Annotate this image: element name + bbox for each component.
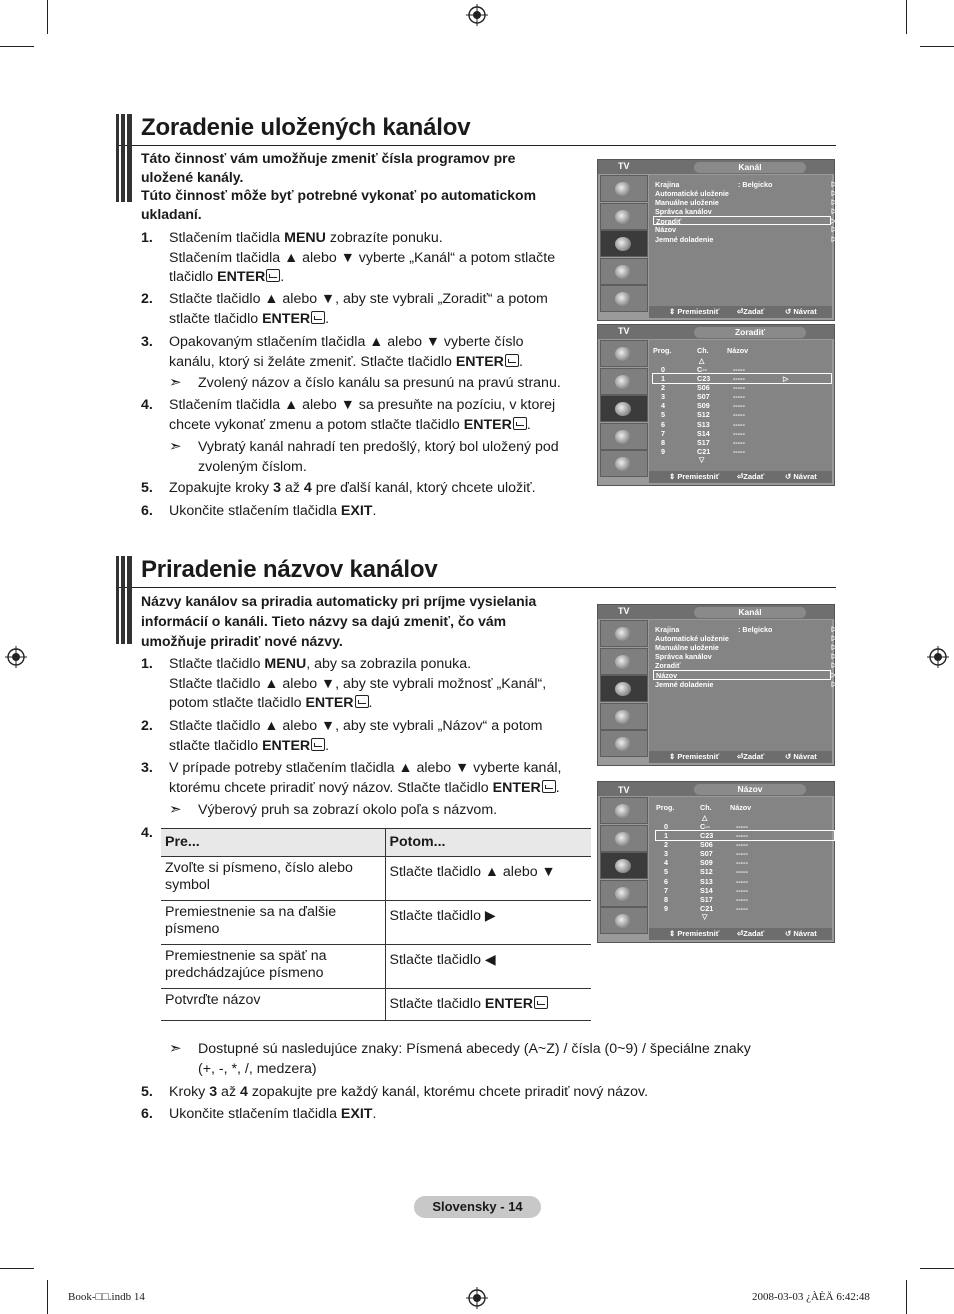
- note: ➣ Dostupné sú nasledujúce znaky: Písmená abecedy (A~Z) / čísla (0~9) / špeciálne znaky (+, -, *, /, medzera): [169, 1040, 751, 1077]
- registration-mark-icon: [466, 1287, 488, 1309]
- step-4: 4. Stlačením tlačidla ▲ alebo ▼ sa presuňte na pozíciu, v ktorej chcete vykonať zmenu a potom stlačte tlačidlo ENTER .: [141, 397, 556, 433]
- channel-row[interactable]: 2 S06 -----: [664, 840, 748, 850]
- enter-icon: [534, 996, 548, 1009]
- file-slug: Book-□□.indb 14: [68, 1291, 145, 1303]
- channel-row[interactable]: 9 C21 -----: [661, 446, 745, 456]
- channel-row[interactable]: 7 S14 -----: [661, 428, 745, 438]
- note-arrow-icon: ➣: [169, 374, 182, 391]
- print-timestamp: 2008-03-03 ¿ÀÈÄ 6:42:48: [752, 1291, 870, 1303]
- channel-row[interactable]: 6 S13 -----: [661, 419, 745, 429]
- tv-screen-channel-menu: TV Kanál Krajina : Belgicko ▷ Automatické uloženie ▷ Manuálne uloženie ▷ Správca kanálov ▷ Zoradiť ▷ Názov ▷ Jemné doladenie ▷ ⇕ Premiestniť ⏎Zadať ↺ Návrat: [597, 159, 835, 321]
- section-intro: Táto činnosť vám umožňuje zmeniť čísla programov pre uložené kanály. Túto činnosť môže byť potrebné vykonať po automatickom ukladaní.: [141, 150, 537, 222]
- section-title: Priradenie názvov kanálov: [141, 556, 438, 583]
- step-6: 6. Ukončite stlačením tlačidla EXIT.: [141, 503, 377, 519]
- channel-row[interactable]: 0 C-- -----: [661, 365, 745, 374]
- enter-icon: [513, 417, 527, 430]
- enter-icon: [311, 738, 325, 751]
- table-row: Zvoľte si písmeno, číslo alebo symbol Stlačte tlačidlo ▲ alebo ▼: [161, 857, 591, 901]
- channel-row[interactable]: 4 S09 -----: [664, 858, 748, 868]
- note-arrow-icon: ➣: [169, 1040, 182, 1057]
- tv-screen-name-list: TV Názov Prog. Ch. Názov △ 0 C-- ----- 1 C23 ----- 2 S06 ----- 3 S07 ----- 4 S09 ----- 5 S12 ----- 6 S13 ----- 7 S14 ----- 8 S17 ----- 9 C21 ----- ▽ ⇕ Premiestniť ⏎Zadať ↺ Návrat: [597, 781, 835, 943]
- channel-row[interactable]: 1 C23 -----: [656, 831, 834, 840]
- step-2: 2. Stlačte tlačidlo ▲ alebo ▼, aby ste vybrali „Zoradiť“ a potom stlačte tlačidlo ENTER .: [141, 291, 548, 327]
- note-arrow-icon: ➣: [169, 438, 182, 455]
- channel-row[interactable]: 5 S12 -----: [661, 410, 745, 420]
- step-5: 5. Zopakujte kroky 3 až 4 pre ďalší kanál, ktorý chcete uložiť.: [141, 480, 536, 496]
- step-6: 6. Ukončite stlačením tlačidla EXIT.: [141, 1106, 377, 1122]
- enter-icon: [505, 354, 519, 367]
- tv-screen-channel-menu: TV Kanál Krajina : Belgicko ▷ Automatické uloženie ▷ Manuálne uloženie ▷ Správca kanálov ▷ Zoradiť ▷ Názov ▷ Jemné doladenie ▷ ⇕ Premiestniť ⏎Zadať ↺ Návrat: [597, 604, 835, 766]
- step-1: 1. Stlačením tlačidla MENU zobrazíte ponuku. Stlačením tlačidla ▲ alebo ▼ vyberte „Kanál“ a potom stlačte tlačidlo ENTER .: [141, 230, 556, 286]
- table-row: Premiestnenie sa na ďalšie písmeno Stlačte tlačidlo ▶: [161, 901, 591, 945]
- channel-row[interactable]: 8 S17 -----: [664, 894, 748, 904]
- step-5: 5. Kroky 3 až 4 zopakujte pre každý kanál, ktorému chcete priradiť nový názov.: [141, 1084, 649, 1100]
- table-header: Potom...: [385, 829, 591, 857]
- channel-row[interactable]: 8 S17 -----: [661, 437, 745, 447]
- registration-mark-icon: [927, 646, 949, 668]
- enter-icon: [355, 695, 369, 708]
- channel-row[interactable]: 3 S07 -----: [661, 392, 745, 402]
- channel-row[interactable]: 7 S14 -----: [664, 885, 748, 895]
- step-3: 3. Opakovaným stlačením tlačidla ▲ alebo ▼ vyberte číslo kanálu, ktorý si želáte zmeniť. Stlačte tlačidlo ENTER .: [141, 334, 524, 370]
- note-arrow-icon: ➣: [169, 801, 182, 818]
- enter-icon: [542, 780, 556, 793]
- note: ➣ Vybratý kanál nahradí ten predošlý, ktorý bol uložený pod zvoleným číslom.: [169, 438, 559, 475]
- section-title: Zoradenie uložených kanálov: [141, 114, 471, 141]
- enter-icon: [311, 311, 325, 324]
- channel-row[interactable]: 9 C21 -----: [664, 903, 748, 913]
- channel-row[interactable]: 2 S06 -----: [661, 383, 745, 393]
- note: ➣ Zvolený názov a číslo kanálu sa presunú na pravú stranu.: [169, 374, 561, 391]
- registration-mark-icon: [466, 4, 488, 26]
- channel-row[interactable]: 6 S13 -----: [664, 876, 748, 886]
- channel-row[interactable]: 3 S07 -----: [664, 849, 748, 859]
- channel-row[interactable]: 0 C-- -----: [664, 822, 748, 831]
- channel-row[interactable]: 5 S12 -----: [664, 867, 748, 877]
- section-heading: [116, 556, 836, 588]
- enter-icon: [266, 269, 280, 282]
- table-row: Potvrďte názov Stlačte tlačidlo ENTER: [161, 989, 591, 1021]
- key-table: [161, 828, 591, 1021]
- note: ➣ Výberový pruh sa zobrazí okolo poľa s názvom.: [169, 801, 498, 818]
- channel-row[interactable]: 1 C23 ----- ▷: [653, 374, 831, 383]
- section-intro: Názvy kanálov sa priradia automaticky pri príjme vysielania informácií o kanáli. Tieto názvy sa dajú zmeniť, čo vám umožňuje priradiť nové názvy.: [141, 593, 537, 649]
- registration-mark-icon: [5, 646, 27, 668]
- tv-screen-sort-list: TV Zoradiť Prog. Ch. Názov △ 0 C-- ----- 1 C23 ----- ▷ 2 S06 ----- 3 S07 ----- 4 S09 ----- 5 S12 ----- 6 S13 ----- 7 S14 ----- 8 S17 ----- 9 C21 ----- ▽ ⇕ Premiestniť ⏎Zadať ↺ Návrat: [597, 324, 835, 486]
- table-header: Pre...: [161, 829, 385, 857]
- section-heading: [116, 114, 836, 146]
- table-row: Premiestnenie sa späť na predchádzajúce písmeno Stlačte tlačidlo ◀: [161, 945, 591, 989]
- step-2: 2. Stlačte tlačidlo ▲ alebo ▼, aby ste vybrali „Názov“ a potom stlačte tlačidlo ENTER .: [141, 718, 543, 754]
- page-number: Slovensky - 14: [414, 1196, 541, 1218]
- step-1: 1. Stlačte tlačidlo MENU, aby sa zobrazila ponuka. Stlačte tlačidlo ▲ alebo ▼, aby ste vybrali možnosť „Kanál“, potom stlačte tlačidlo ENTER .: [141, 656, 547, 712]
- step-3: 3. V prípade potreby stlačením tlačidla ▲ alebo ▼ vyberte kanál, ktorému chcete priradiť nový názov. Stlačte tlačidlo ENTER .: [141, 760, 562, 796]
- channel-row[interactable]: 4 S09 -----: [661, 401, 745, 411]
